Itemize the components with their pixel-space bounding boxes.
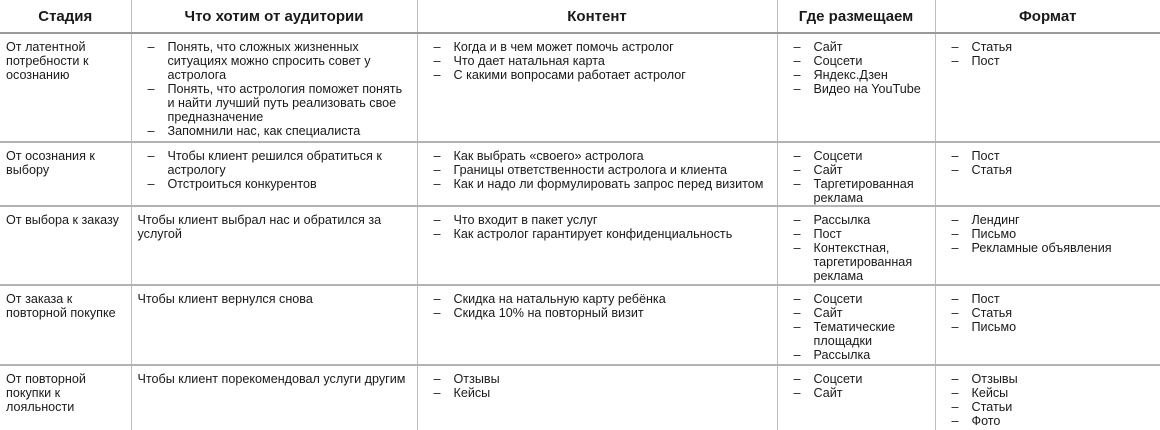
- list-item: – Границы ответственности астролога и клиента: [430, 163, 773, 177]
- list-item: – Как астролог гарантирует конфиденциальность: [430, 227, 773, 241]
- format-cell: [935, 142, 1160, 206]
- header-format: Формат: [935, 0, 1160, 33]
- format-cell: [935, 285, 1160, 365]
- list-item: – Запомнили нас, как специалиста: [144, 124, 413, 138]
- want-text: Чтобы клиент выбрал нас и обратился за услугой: [137, 213, 382, 241]
- list-item: – Скидка 10% на повторный визит: [430, 306, 773, 320]
- list-item: – Статья: [948, 306, 1157, 320]
- table-row: [0, 142, 1160, 206]
- where-cell: [777, 33, 935, 142]
- list-item: – Понять, что астрология поможет понять и найти лучший путь реализовать свое предназначение: [144, 82, 413, 124]
- content-cell: [417, 285, 777, 365]
- table-row: [0, 33, 1160, 142]
- list-item: – Отзывы: [948, 372, 1157, 386]
- list-item: – Рекламные объявления: [948, 241, 1157, 255]
- table-row: [0, 365, 1160, 430]
- list-item: – Что входит в пакет услуг: [430, 213, 773, 227]
- list-item: – Рассылка: [790, 213, 931, 227]
- content-cell: [417, 33, 777, 142]
- list-item: – Пост: [948, 292, 1157, 306]
- content-cell: [417, 206, 777, 285]
- stage-cell: От заказа к повторной покупке: [0, 285, 131, 365]
- list-item: – Понять, что сложных жизненных ситуациях можно спросить совет у астролога: [144, 40, 413, 82]
- list-item: – Соцсети: [790, 54, 931, 68]
- want-cell: [131, 33, 417, 142]
- where-cell: [777, 365, 935, 430]
- table-row: [0, 206, 1160, 285]
- list-item: – Кейсы: [948, 386, 1157, 400]
- stage-cell: От латентной потребности к осознанию: [0, 33, 131, 142]
- list-item: – Когда и в чем может помочь астролог: [430, 40, 773, 54]
- format-cell: [935, 33, 1160, 142]
- list-item: – Сайт: [790, 163, 931, 177]
- want-cell: [131, 142, 417, 206]
- list-item: – Фото: [948, 414, 1157, 428]
- list-item: – Сайт: [790, 306, 931, 320]
- list-item: – Видео на YouTube: [790, 82, 931, 96]
- want-cell: [131, 285, 417, 365]
- table-row: [0, 285, 1160, 365]
- where-cell: [777, 206, 935, 285]
- want-text: Чтобы клиент порекомендовал услуги другим: [137, 372, 406, 386]
- content-cell: [417, 365, 777, 430]
- list-item: – Как выбрать «своего» астролога: [430, 149, 773, 163]
- stage-cell: От осознания к выбору: [0, 142, 131, 206]
- where-cell: [777, 142, 935, 206]
- header-stage: Стадия: [0, 0, 131, 33]
- list-item: – Статьи: [948, 400, 1157, 414]
- stage-cell: От повторной покупки к лояльности: [0, 365, 131, 430]
- header-where: Где размещаем: [777, 0, 935, 33]
- list-item: – Лендинг: [948, 213, 1157, 227]
- list-item: – Скидка на натальную карту ребёнка: [430, 292, 773, 306]
- header-row: [0, 0, 1160, 33]
- list-item: – Яндекс.Дзен: [790, 68, 931, 82]
- list-item: – Чтобы клиент решился обратиться к астрологу: [144, 149, 413, 177]
- list-item: – Сайт: [790, 386, 931, 400]
- list-item: – Пост: [948, 54, 1157, 68]
- header-want: Что хотим от аудитории: [131, 0, 417, 33]
- stage-cell: От выбора к заказу: [0, 206, 131, 285]
- list-item: – Отстроиться конкурентов: [144, 177, 413, 191]
- list-item: – Тематические площадки: [790, 320, 931, 348]
- list-item: – Соцсети: [790, 292, 931, 306]
- want-text: Чтобы клиент вернулся снова: [137, 292, 313, 306]
- list-item: – Отзывы: [430, 372, 773, 386]
- list-item: – Статья: [948, 40, 1157, 54]
- list-item: – Что дает натальная карта: [430, 54, 773, 68]
- format-cell: [935, 365, 1160, 430]
- list-item: – Кейсы: [430, 386, 773, 400]
- want-cell: [131, 365, 417, 430]
- list-item: – Сайт: [790, 40, 931, 54]
- list-item: – Контекстная, таргетированная реклама: [790, 241, 931, 283]
- content-cell: [417, 142, 777, 206]
- list-item: – Рассылка: [790, 348, 931, 362]
- want-cell: [131, 206, 417, 285]
- header-content: Контент: [417, 0, 777, 33]
- list-item: – Таргетированная реклама: [790, 177, 931, 205]
- list-item: – Соцсети: [790, 372, 931, 386]
- list-item: – С какими вопросами работает астролог: [430, 68, 773, 82]
- format-cell: [935, 206, 1160, 285]
- list-item: – Письмо: [948, 320, 1157, 334]
- list-item: – Пост: [790, 227, 931, 241]
- list-item: – Соцсети: [790, 149, 931, 163]
- list-item: – Как и надо ли формулировать запрос перед визитом: [430, 177, 773, 191]
- list-item: – Пост: [948, 149, 1157, 163]
- list-item: – Письмо: [948, 227, 1157, 241]
- list-item: – Статья: [948, 163, 1157, 177]
- where-cell: [777, 285, 935, 365]
